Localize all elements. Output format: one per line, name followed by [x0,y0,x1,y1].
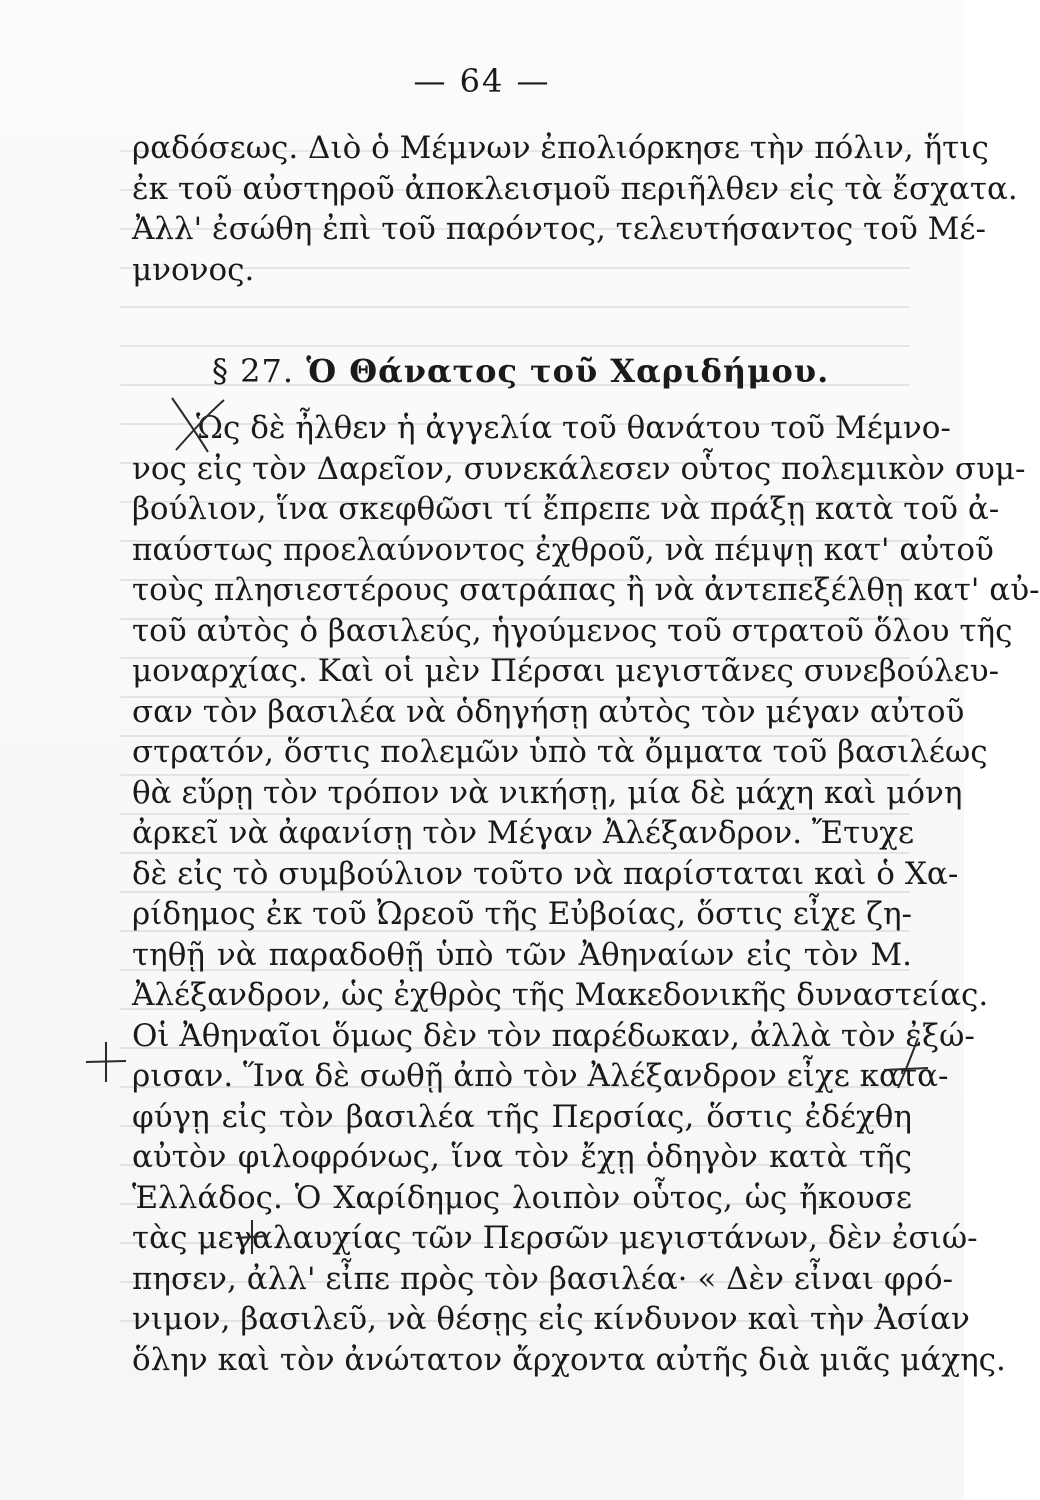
paragraph-1 [132,128,1018,290]
text-line: Ἀλέξανδρον, ὡς ἐχθρὸς τῆς Μακεδονικῆς δυναστείας. [132,977,989,1013]
text-line: ραδόσεως. Διὸ ὁ Μέμνων ἐπολιόρκησε τὴν πόλιν, ἥτις [132,130,989,166]
section-number: § 27. [212,352,295,390]
text-line: φύγῃ εἰς τὸν βασιλέα τῆς Περσίας, ὅστις ἐδέχθη [132,1098,912,1135]
text-line: τοὺς πλησιεστέρους σατράπας ἢ νὰ ἀντεπεξέλθῃ κατ' αὐ- [132,572,1040,608]
text-line: Ὡς δὲ ἦλθεν ἡ ἀγγελία τοῦ θανάτου τοῦ Μέμνο- [196,410,951,446]
text-line: νος εἰς τὸν Δαρεῖον, συνεκάλεσεν οὗτος πολεμικὸν συμ- [132,450,1026,487]
text-line: αὐτὸν φιλοφρόνως, ἵνα τὸν ἔχῃ ὁδηγὸν κατὰ τῆς [132,1139,912,1175]
text-line: μνονος. [132,251,255,288]
text-line: δὲ εἰς τὸ συμβούλιον τοῦτο νὰ παρίσταται καὶ ὁ Χα- [132,855,959,892]
text-line: ὅλην καὶ τὸν ἀνώτατον ἄρχοντα αὐτῆς διὰ μιᾶς μάχης. [132,1341,1006,1378]
text-line: ρισαν. Ἵνα δὲ σωθῇ ἀπὸ τὸν Ἀλέξανδρον εἶχε κατα- [132,1058,949,1094]
text-block [132,128,1040,1380]
pen-cross-mark [84,1040,128,1084]
section-heading [132,352,912,390]
text-line: θὰ εὕρῃ τὸν τρόπον νὰ νικήσῃ, μία δὲ μάχη καὶ μόνη [132,774,963,811]
text-line: Ἑλλάδος. Ὁ Χαρίδημος λοιπὸν οὗτος, ὡς ἤκουσε [132,1179,912,1216]
text-line: τοῦ αὐτὸς ὁ βασιλεύς, ἡγούμενος τοῦ στρατοῦ ὅλου τῆς [132,612,1013,649]
text-line: ἐκ τοῦ αὐστηροῦ ἀποκλεισμοῦ περιῆλθεν εἰς τὰ ἔσχατα. [132,170,1018,207]
text-line: στρατόν, ὅστις πολεμῶν ὑπὸ τὰ ὄμματα τοῦ βασιλέως [132,734,988,770]
text-line: ἀρκεῖ νὰ ἀφανίσῃ τὸν Μέγαν Ἀλέξανδρον. Ἔτυχε [132,815,915,851]
text-line: μοναρχίας. Καὶ οἱ μὲν Πέρσαι μεγιστᾶνες συνεβούλευ- [132,653,1000,689]
text-line: Οἱ Ἀθηναῖοι ὅμως δὲν τὸν παρέδωκαν, ἀλλὰ τὸν ἐξώ- [132,1017,975,1054]
text-line: ρίδημος ἐκ τοῦ Ὠρεοῦ τῆς Εὐβοίας, ὅστις εἶχε ζη- [132,896,912,932]
text-line: νιμον, βασιλεῦ, νὰ θέσῃς εἰς κίνδυνον καὶ τὴν Ἀσίαν [132,1301,970,1337]
page-number: — 64 — [413,62,551,100]
section-title: Ὁ Θάνατος τοῦ Χαριδήμου. [306,352,830,390]
text-line: σαν τὸν βασιλέα νὰ ὁδηγήσῃ αὐτὸς τὸν μέγαν αὐτοῦ [132,693,965,730]
text-line: τὰς μεγαλαυχίας τῶν Περσῶν μεγιστάνων, δὲν ἐσιώ- [132,1220,978,1256]
text-line: βούλιον, ἵνα σκεφθῶσι τί ἔπρεπε νὰ πράξῃ κατὰ τοῦ ἀ- [132,491,1000,527]
paragraph-2 [132,408,1040,1380]
text-line: παύστως προελαύνοντος ἐχθροῦ, νὰ πέμψῃ κατ' αὐτοῦ [132,531,994,568]
text-line: πησεν, ἀλλ' εἶπε πρὸς τὸν βασιλέα· « Δὲν εἶναι φρό- [132,1260,953,1297]
text-line: τηθῇ νὰ παραδοθῇ ὑπὸ τῶν Ἀθηναίων εἰς τὸν Μ. [132,936,912,973]
text-line: Ἀλλ' ἐσώθη ἐπὶ τοῦ παρόντος, τελευτήσαντος τοῦ Μέ- [132,211,986,247]
